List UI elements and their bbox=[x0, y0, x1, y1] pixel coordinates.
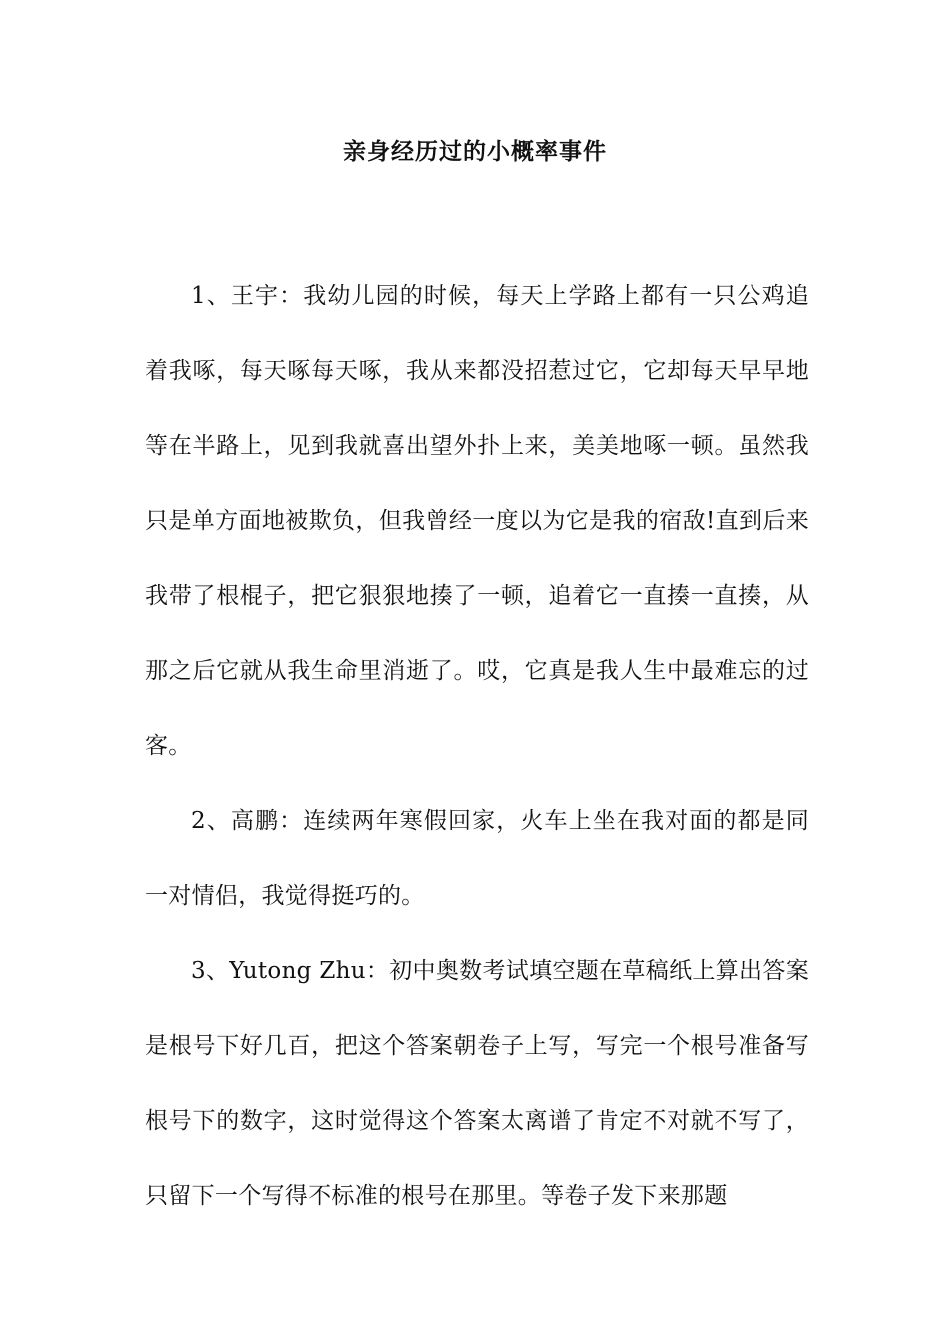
paragraph-1: 1、王宇：我幼儿园的时候，每天上学路上都有一只公鸡追着我啄，每天啄每天啄，我从来都没招惹过它，它却每天早早地等在半路上，见到我就喜出望外扑上来，美美地啄一顿。虽然我只是单方面地被欺负，但我曾经一度以为它是我的宿敌!直到后来我带了根棍子，把它狠狠地揍了一顿，追着它一直揍一直揍，从那之后它就从我生命里消逝了。哎，它真是我人生中最难忘的过客。 bbox=[145, 283, 809, 759]
document-title: 亲身经历过的小概率事件 bbox=[343, 139, 607, 165]
paragraph-2: 2、高鹏：连续两年寒假回家，火车上坐在我对面的都是同一对情侣，我觉得挺巧的。 bbox=[145, 808, 809, 909]
document-body bbox=[145, 259, 809, 1234]
paragraph-3: 3、Yutong Zhu：初中奥数考试填空题在草稿纸上算出答案是根号下好几百，把这个答案朝卷子上写，写完一个根号准备写根号下的数字，这时觉得这个答案太离谱了肯定不对就不写了，只留下一个写得不标准的根号在那里。等卷子发下来那题 bbox=[145, 958, 809, 1209]
